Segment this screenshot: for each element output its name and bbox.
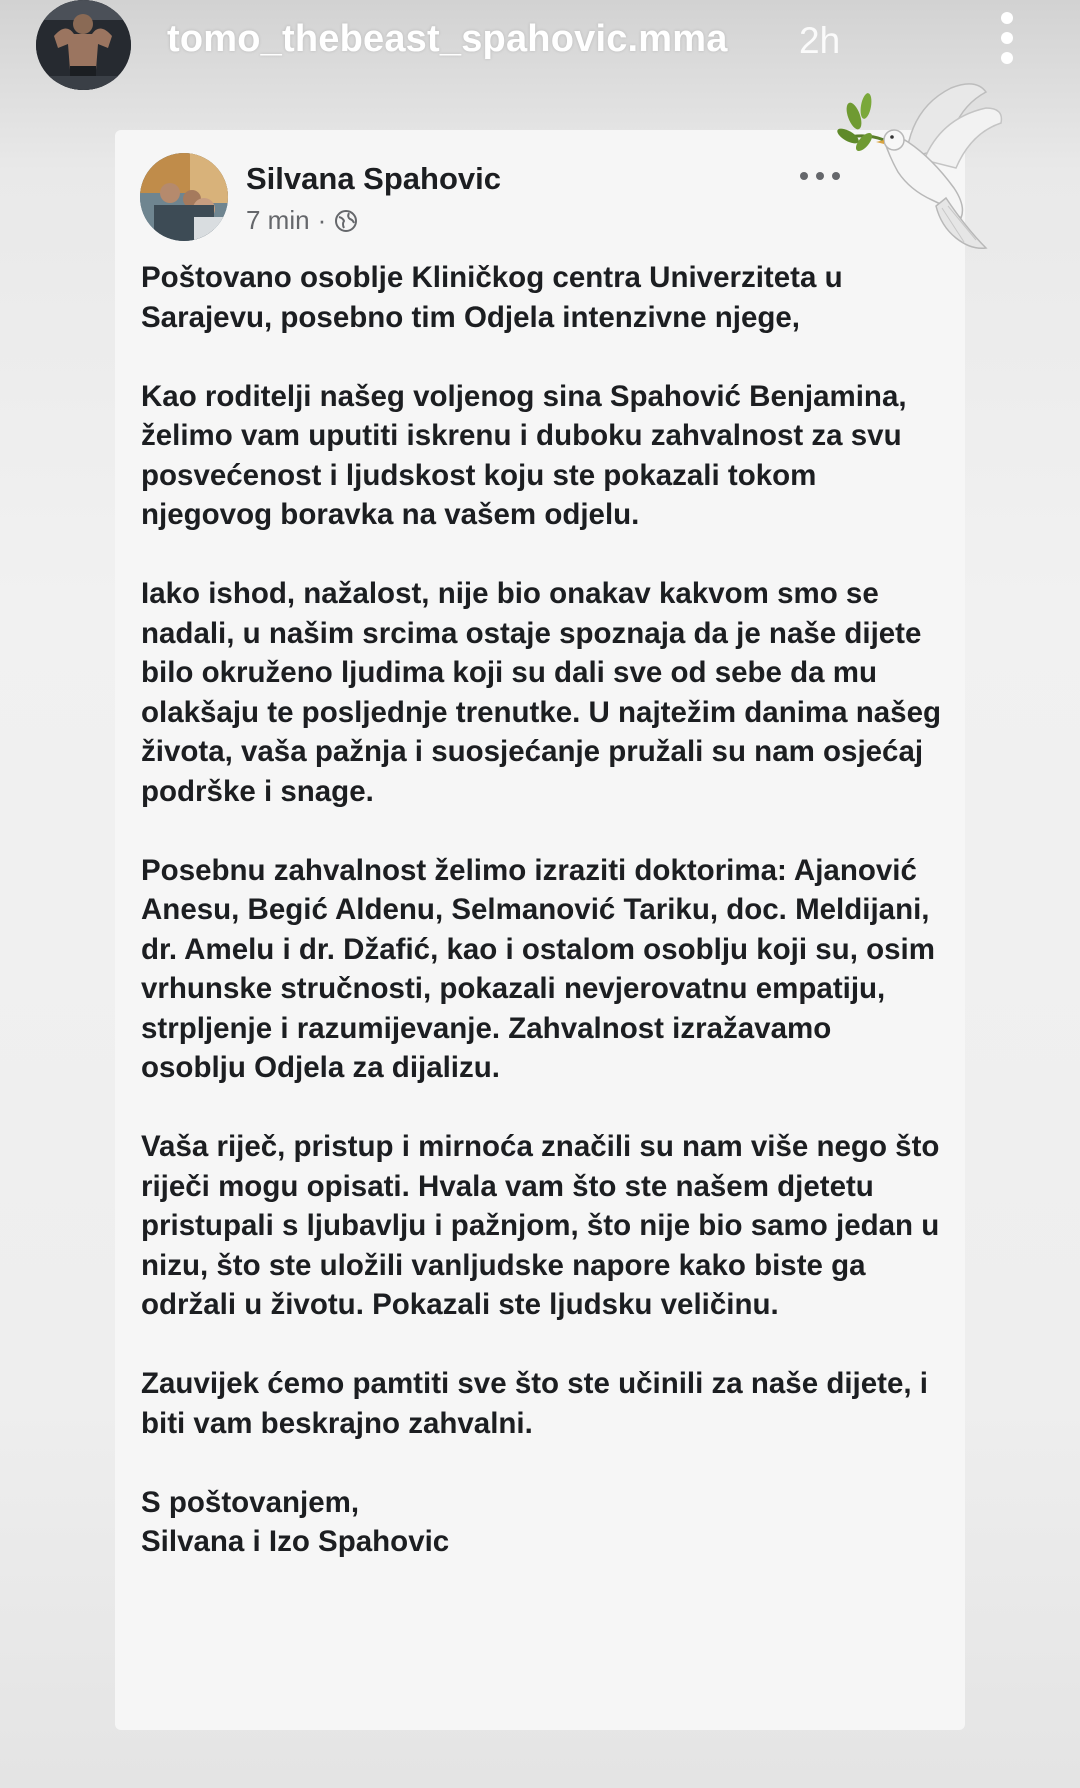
post-author-name[interactable]: Silvana Spahovic bbox=[246, 161, 501, 196]
story-username[interactable]: tomo_thebeast_spahovic.mma bbox=[167, 18, 728, 60]
post-paragraph: Iako ishod, nažalost, nije bio onakav kakvom smo se nadali, u našim srcima ostaje spoznaja da je naše dijete bilo okruženo ljudima koji su dali sve od sebe da mu olakšaju te posljednje trenutke. U najtežim danima našeg života, vaša pažnja i suosjećanje pružali su nam osjećaj podrške i snage. bbox=[141, 577, 942, 808]
globe-icon bbox=[334, 209, 358, 233]
story-timestamp: 2h bbox=[799, 20, 841, 61]
author-photo-image bbox=[140, 153, 228, 241]
closing-line: S poštovanjem, bbox=[141, 1485, 360, 1519]
post-meta bbox=[246, 205, 358, 236]
more-horizontal-icon[interactable] bbox=[800, 168, 840, 184]
post-paragraph: Zauvijek ćemo pamtiti sve što ste učinili za naše dijete, i biti vam beskrajno zahvalni. bbox=[141, 1367, 928, 1440]
post-paragraph: Posebnu zahvalnost želimo izraziti doktorima: Ajanović Anesu, Begić Aldenu, Selmanović Tariku, doc. Meldijani, dr. Amelu i dr. Džafić, kao i ostalom osoblju koji su, osim vrhunske stručnosti, pokazali nevjerovatnu empatiju, strpljenje i razumijevanje. Zahvalnost izražavamo osoblju Odjela za dijalizu. bbox=[141, 853, 935, 1084]
post-paragraph: Kao roditelji našeg voljenog sina Spahović Benjamina, želimo vam uputiti iskrenu i duboku zahvalnost za svu posvećenost i ljudskost koju ste pokazali tokom njegovog boravka na vašem odjelu. bbox=[141, 379, 907, 531]
post-body bbox=[141, 258, 941, 1562]
post-closing bbox=[141, 1483, 941, 1562]
story-avatar[interactable] bbox=[36, 0, 131, 90]
author-avatar[interactable] bbox=[140, 153, 228, 241]
signature-line: Silvana i Izo Spahovic bbox=[141, 1525, 450, 1558]
post-paragraph: Vaša riječ, pristup i mirnoća značili su nam više nego što riječi mogu opisati. Hvala vam što ste našem djetetu pristupali s ljubavlju i pažnjom, što nije bio samo jedan u nizu, što ste uložili vanljudske napore kako biste ga održali u životu. Pokazali ste ljudsku veličinu. bbox=[141, 1130, 940, 1321]
more-vertical-icon[interactable] bbox=[992, 12, 1022, 72]
avatar-mma-fighter-image bbox=[36, 0, 131, 90]
dove-icon bbox=[836, 78, 1006, 258]
post-time[interactable]: 7 min bbox=[246, 205, 310, 235]
meta-separator: · bbox=[317, 205, 327, 235]
post-paragraph-greeting: Poštovano osoblje Kliničkog centra Univerziteta u Sarajevu, posebno tim Odjela intenzivne njege, bbox=[141, 261, 843, 334]
